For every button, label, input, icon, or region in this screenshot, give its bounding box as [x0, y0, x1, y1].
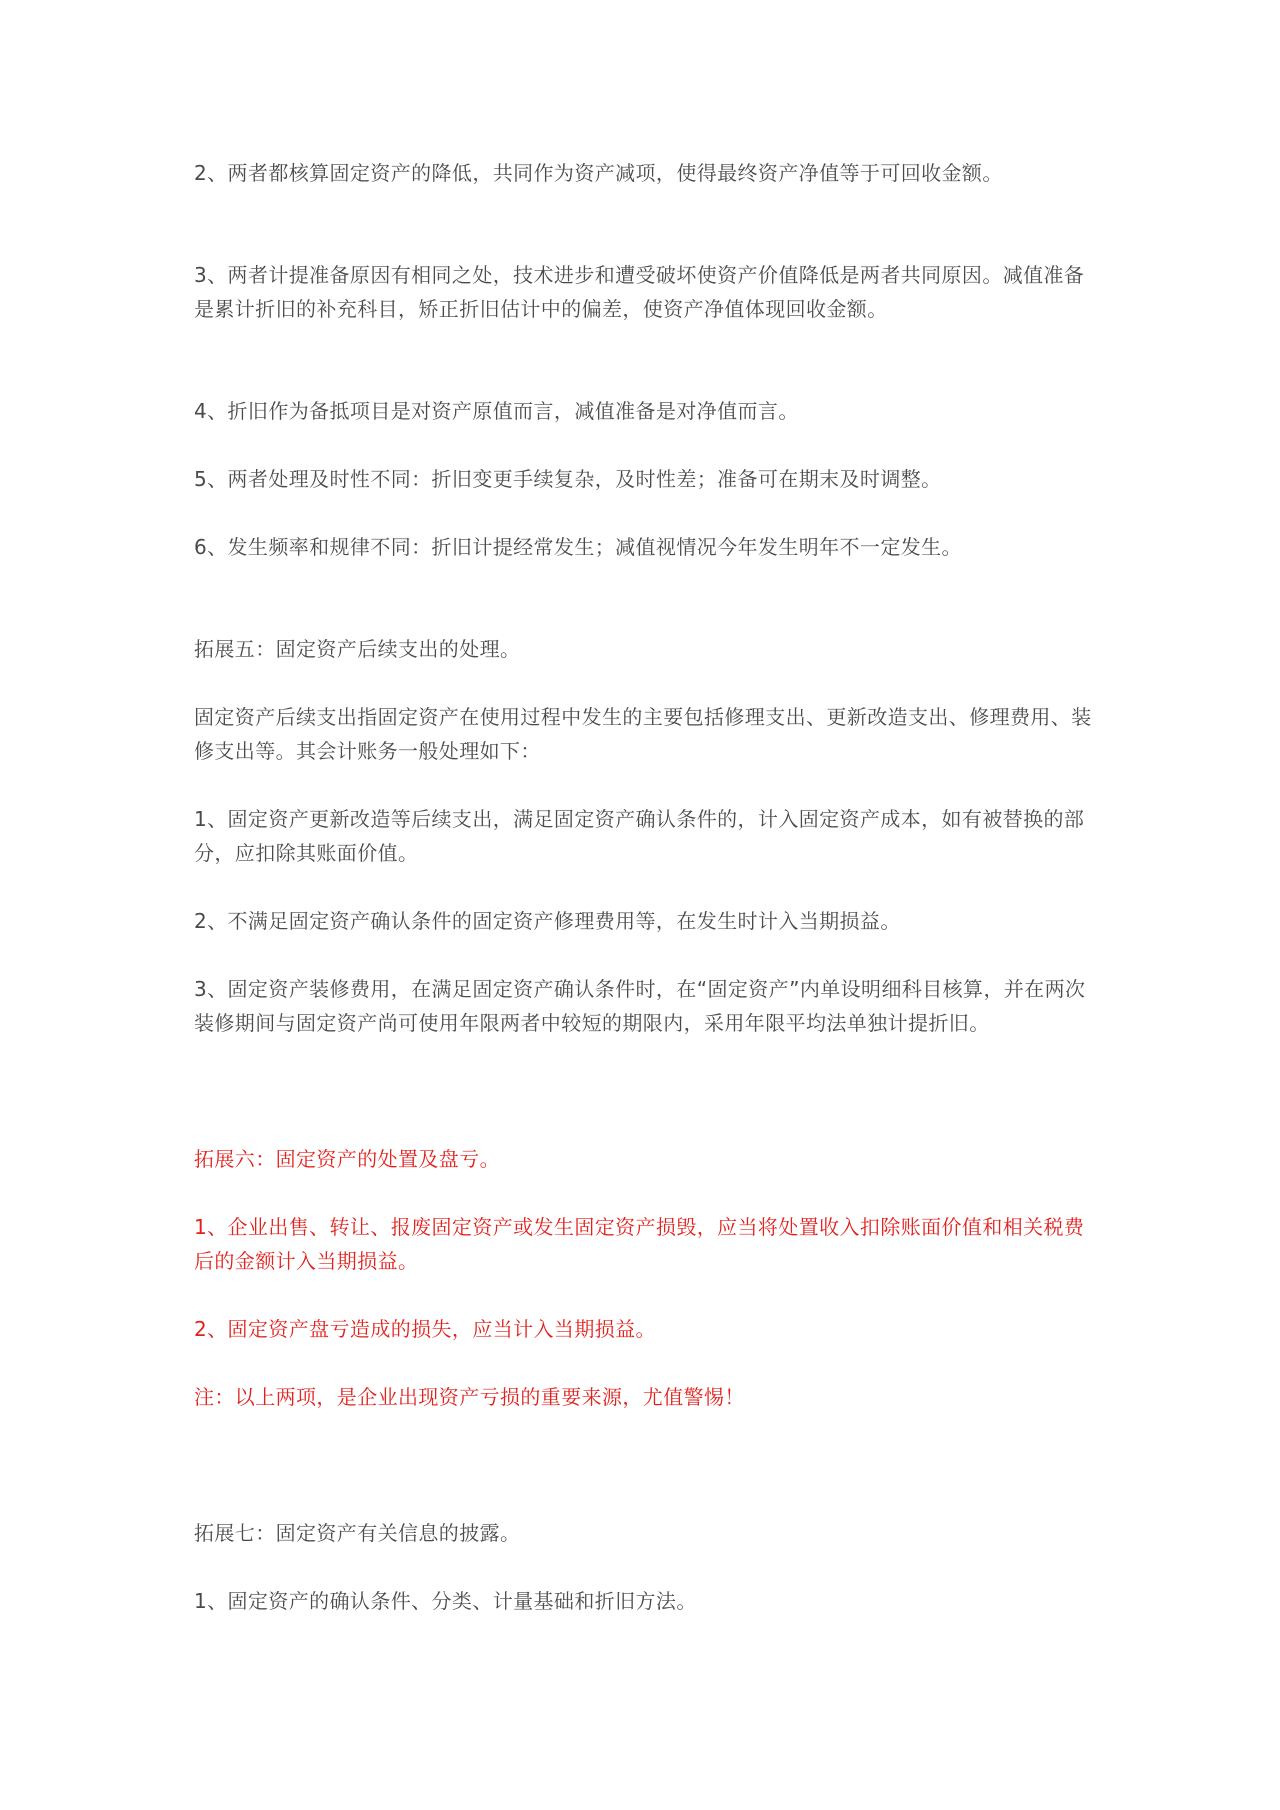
paragraph-point-6: 6、发生频率和规律不同：折旧计提经常发生；减值视情况今年发生明年不一定发生。	[194, 535, 962, 559]
section-heading-extension-7: 拓展七：固定资产有关信息的披露。	[194, 1521, 521, 1545]
paragraph-disposal-point-1: 1、企业出售、转让、报废固定资产或发生固定资产损毁，应当将处置收入扣除账面价值和相关税费后的金额计入当期损益。	[194, 1215, 1085, 1273]
paragraph-subsequent-expenditure-intro: 固定资产后续支出指固定资产在使用过程中发生的主要包括修理支出、更新改造支出、修理费用、装修支出等。其会计账务一般处理如下：	[194, 705, 1092, 763]
section-heading-extension-6: 拓展六：固定资产的处置及盘亏。	[194, 1147, 500, 1171]
paragraph-point-4: 4、折旧作为备抵项目是对资产原值而言，减值准备是对净值而言。	[194, 399, 799, 423]
paragraph-subsequent-point-3: 3、固定资产装修费用，在满足固定资产确认条件时，在“固定资产”内单设明细科目核算，并在两次装修期间与固定资产尚可使用年限两者中较短的期限内，采用年限平均法单独计提折旧。	[194, 977, 1086, 1035]
paragraph-disposal-point-2: 2、固定资产盘亏造成的损失，应当计入当期损益。	[194, 1317, 656, 1341]
paragraph-point-2: 2、两者都核算固定资产的降低，共同作为资产减项，使得最终资产净值等于可回收金额。	[194, 161, 1003, 185]
paragraph-disposal-note: 注：以上两项，是企业出现资产亏损的重要来源，尤值警惕！	[194, 1385, 745, 1409]
paragraph-point-3: 3、两者计提准备原因有相同之处，技术进步和遭受破坏使资产价值降低是两者共同原因。减值准备是累计折旧的补充科目，矫正折旧估计中的偏差，使资产净值体现回收金额。	[194, 263, 1085, 321]
paragraph-subsequent-point-1: 1、固定资产更新改造等后续支出，满足固定资产确认条件的，计入固定资产成本，如有被替换的部分，应扣除其账面价值。	[194, 807, 1085, 865]
section-heading-extension-5: 拓展五：固定资产后续支出的处理。	[194, 637, 521, 661]
paragraph-disclosure-point-1: 1、固定资产的确认条件、分类、计量基础和折旧方法。	[194, 1589, 697, 1613]
paragraph-subsequent-point-2: 2、不满足固定资产确认条件的固定资产修理费用等，在发生时计入当期损益。	[194, 909, 901, 933]
paragraph-point-5: 5、两者处理及时性不同：折旧变更手续复杂，及时性差；准备可在期末及时调整。	[194, 467, 942, 491]
